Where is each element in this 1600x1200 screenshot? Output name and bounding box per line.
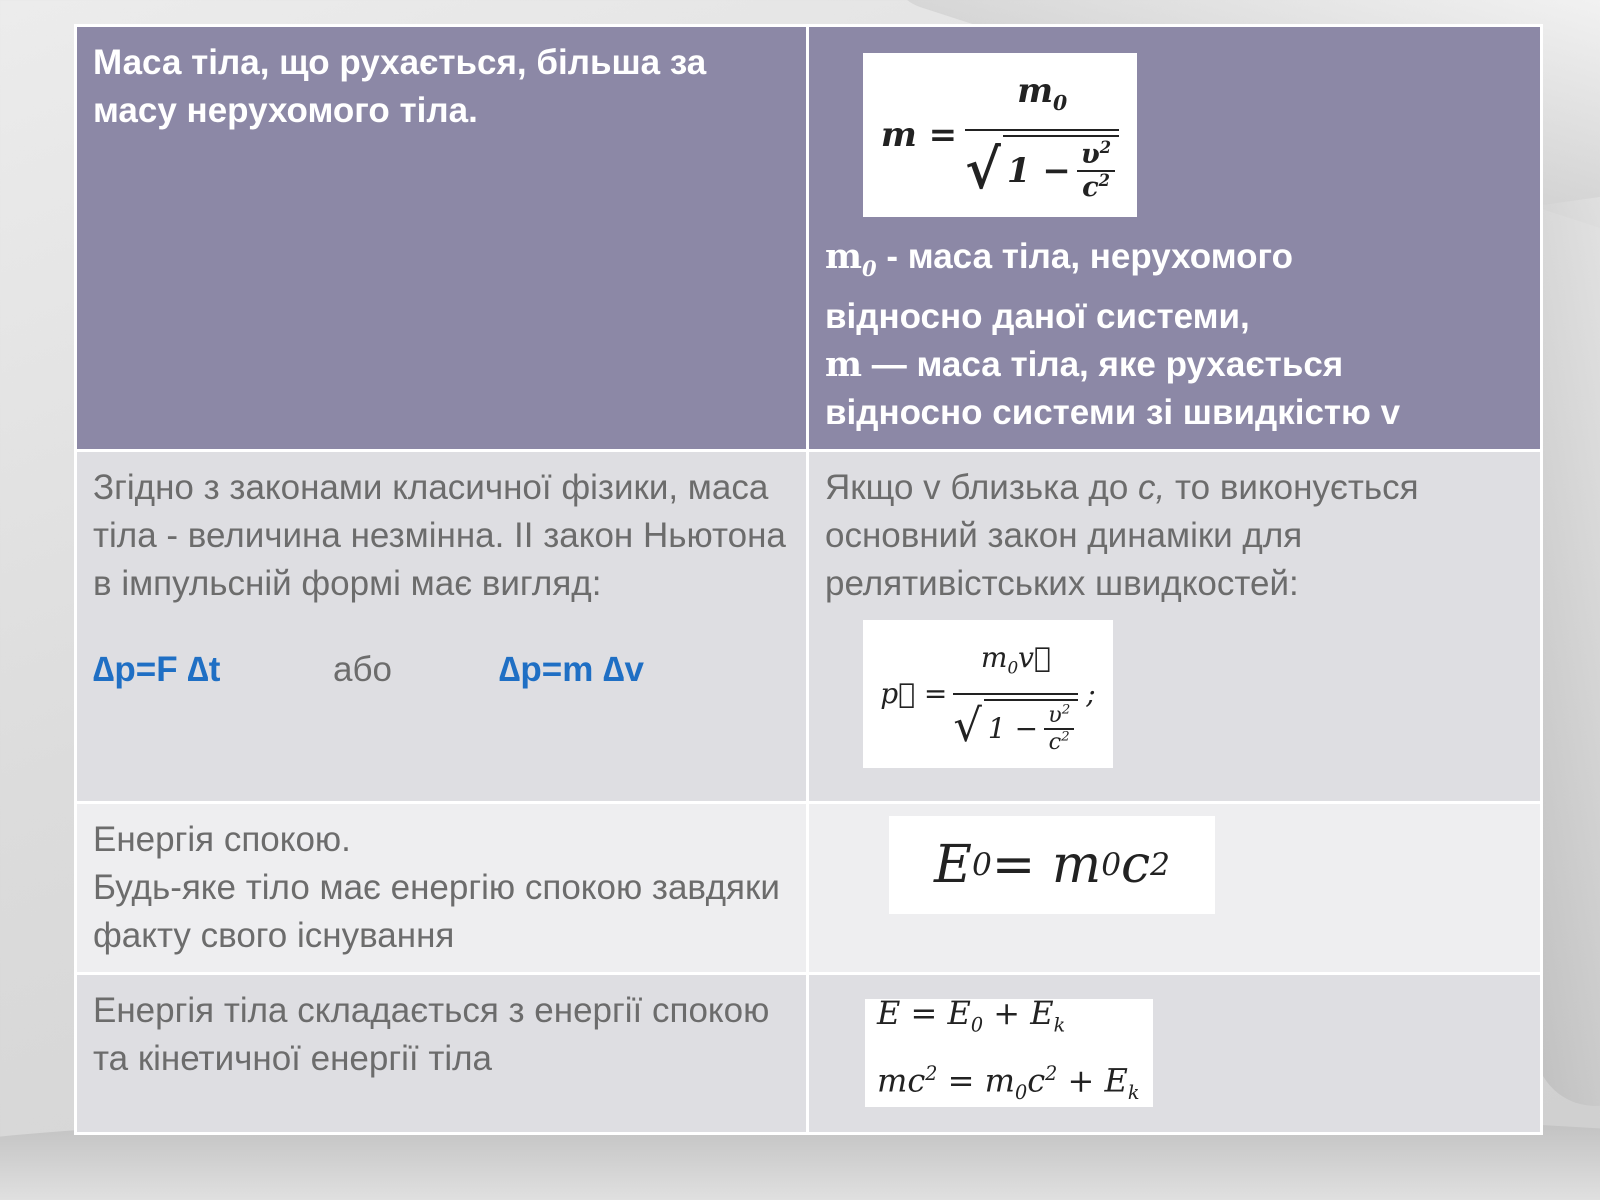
total-energy-line1 bbox=[877, 989, 1065, 1049]
rest-c-sup: 2 bbox=[1150, 847, 1171, 883]
rest-eq: = m bbox=[991, 835, 1102, 895]
table-row-total-energy bbox=[76, 974, 1542, 1134]
rest-energy-title: Енергія спокою. bbox=[93, 820, 351, 859]
mom-inner-num bbox=[1044, 703, 1074, 730]
mass-c: c bbox=[1082, 170, 1099, 203]
rest-E: E bbox=[933, 835, 972, 895]
mass-num-sub: 0 bbox=[1053, 90, 1068, 115]
impulse-formula-force: ∆p=F ∆t bbox=[93, 650, 221, 689]
mass-v: υ bbox=[1080, 137, 1100, 170]
mass-c-sup: 2 bbox=[1098, 170, 1110, 190]
def-m0-symbol: m bbox=[825, 236, 863, 277]
mass-formula-denominator bbox=[965, 129, 1119, 203]
sqrt-icon: √ bbox=[953, 699, 982, 753]
t2-csup: 2 bbox=[1045, 1061, 1058, 1085]
mom-c-sup: 2 bbox=[1061, 729, 1070, 745]
physics-table bbox=[74, 24, 1543, 1135]
mom-inner-den bbox=[1049, 730, 1070, 755]
mass-num-m: m bbox=[1017, 71, 1054, 112]
total-energy-line2 bbox=[877, 1050, 1140, 1117]
relativistic-law-text bbox=[825, 468, 1419, 603]
definition-m0-cont: відносно даної системи, bbox=[825, 297, 1250, 336]
relativistic-mass-formula bbox=[863, 53, 1137, 217]
mom-v-sup: 2 bbox=[1061, 702, 1071, 718]
rest-c: c bbox=[1121, 835, 1151, 895]
t2-c: c bbox=[1027, 1061, 1046, 1100]
t1-plus: + E bbox=[983, 994, 1054, 1033]
mom-num-m: m bbox=[980, 640, 1008, 674]
cell-total-energy-formula bbox=[808, 974, 1542, 1134]
sqrt-icon: √ bbox=[965, 136, 1001, 201]
mom-root-one: 1 − bbox=[987, 711, 1039, 745]
mass-formula-numerator bbox=[1011, 67, 1073, 129]
t2-sup: 2 bbox=[925, 1061, 938, 1085]
mom-denominator bbox=[953, 693, 1078, 754]
mass-root-one: 1 − bbox=[1006, 150, 1071, 191]
mom-semicolon: ; bbox=[1086, 677, 1096, 710]
mom-numerator bbox=[975, 634, 1057, 694]
rest-m-sub: 0 bbox=[1101, 847, 1122, 883]
mom-c: c bbox=[1048, 728, 1062, 755]
mom-lhs: p⃗ = bbox=[880, 677, 948, 710]
total-energy-formula bbox=[865, 994, 1153, 1107]
rest-E-sub: 0 bbox=[971, 847, 992, 883]
mom-inner-fraction bbox=[1044, 703, 1074, 754]
cell-total-energy-text bbox=[76, 974, 808, 1134]
mass-inner-num bbox=[1077, 139, 1115, 172]
cell-rest-energy-text bbox=[76, 803, 808, 974]
mass-formula-fraction bbox=[965, 67, 1119, 203]
def-m-symbol: m bbox=[825, 344, 863, 385]
rel-text-c: с, bbox=[1138, 468, 1166, 507]
table-row-momentum bbox=[76, 451, 1542, 803]
t1-sub0: 0 bbox=[970, 1013, 984, 1037]
mass-v-sup: 2 bbox=[1099, 137, 1112, 157]
mass-description-text: Маса тіла, що рухається, більша за масу нерухомого тіла. bbox=[93, 43, 707, 130]
mom-num-v: v⃗ bbox=[1018, 640, 1051, 674]
definition-m0 bbox=[825, 233, 1524, 293]
table-row-rest-energy bbox=[76, 803, 1542, 974]
mass-inner-den bbox=[1082, 172, 1110, 203]
classical-law-text: Згідно з законами класичної фізики, маса тіла - величина незмінна. ІІ закон Ньютона в імпульсній формі має вигляд: bbox=[93, 468, 786, 603]
cell-relativistic-law bbox=[808, 451, 1542, 803]
mom-sqrt-body bbox=[984, 699, 1078, 754]
cell-mass-description bbox=[76, 26, 808, 451]
t2-sub0: 0 bbox=[1014, 1080, 1028, 1104]
definition-m bbox=[825, 341, 1524, 389]
def-m-text: — маса тіла, яке рухається bbox=[862, 345, 1344, 384]
total-energy-description: Енергія тіла складається з енергії спокою та кінетичної енергії тіла bbox=[93, 991, 770, 1078]
rest-energy-formula bbox=[889, 816, 1215, 914]
mom-fraction bbox=[953, 634, 1078, 755]
mom-v: υ bbox=[1048, 702, 1062, 729]
cell-classical-law bbox=[76, 451, 808, 803]
mom-num-sub: 0 bbox=[1007, 657, 1019, 678]
t1-E: E = E bbox=[877, 994, 971, 1033]
rest-energy-description: Будь-яке тіло має енергію спокою завдяки факту свого існування bbox=[93, 868, 780, 955]
t2-eq: = m bbox=[937, 1061, 1015, 1100]
def-m0-text: маса тіла, нерухомого bbox=[907, 237, 1294, 276]
mass-inner-fraction bbox=[1077, 139, 1115, 203]
relativistic-momentum-formula bbox=[863, 620, 1113, 768]
cell-rest-energy-formula bbox=[808, 803, 1542, 974]
definition-m-cont: відносно системи зі швидкістю v bbox=[825, 393, 1401, 432]
impulse-formula-mass: ∆p=m ∆v bbox=[499, 650, 644, 689]
newton-equations bbox=[93, 646, 790, 694]
def-m0-dash: - bbox=[876, 237, 908, 276]
t2-mc: mc bbox=[877, 1061, 926, 1100]
t2-plus: + E bbox=[1057, 1061, 1128, 1100]
cell-mass-formula bbox=[808, 26, 1542, 451]
rel-text-part1: Якщо v близька до bbox=[825, 468, 1139, 507]
def-m0-sub: 0 bbox=[862, 256, 877, 281]
mass-sqrt-body bbox=[1003, 135, 1119, 203]
t1-subk: k bbox=[1053, 1013, 1066, 1037]
rel-text-part2: то виконується основний закон динаміки для релятивістських швидкостей: bbox=[825, 468, 1419, 603]
mass-formula-lhs: m = bbox=[880, 115, 958, 155]
or-word: або bbox=[333, 650, 392, 689]
t2-subk: k bbox=[1127, 1080, 1140, 1104]
table-row-mass bbox=[76, 26, 1542, 451]
